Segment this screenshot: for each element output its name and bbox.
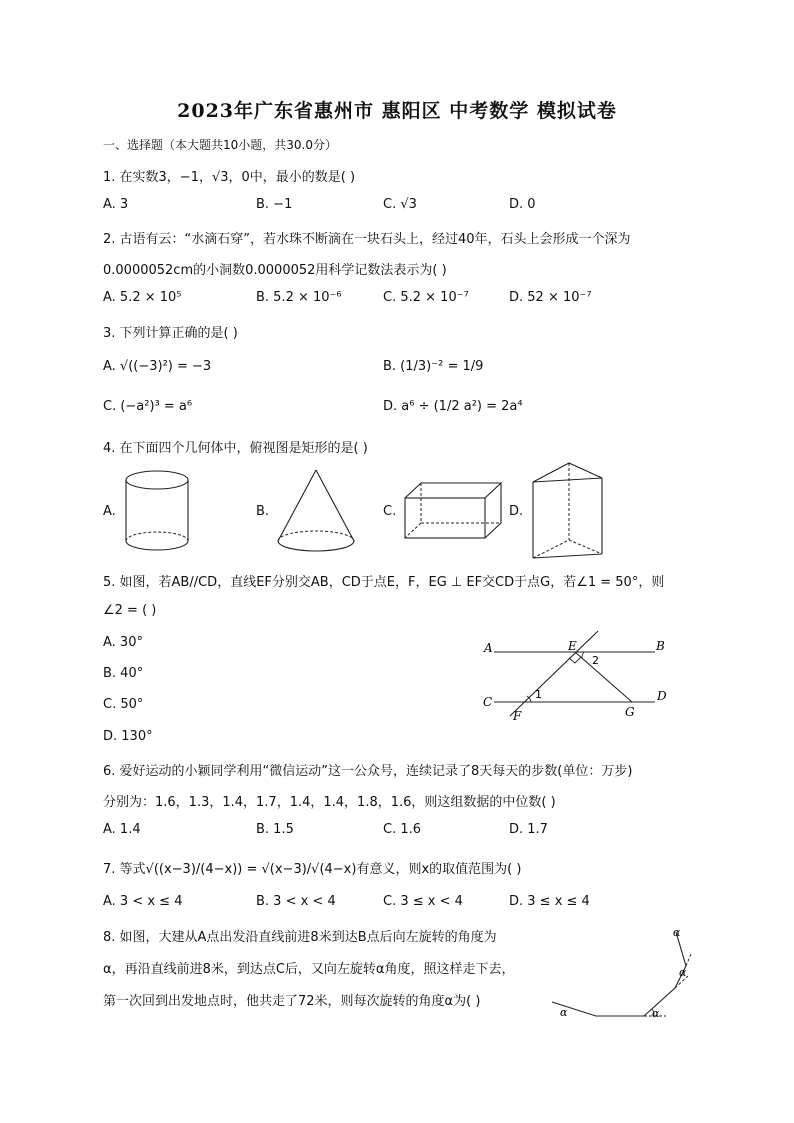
question-1-stem: 1. 在实数3，−1，√3，0中，最小的数是( ): [103, 170, 356, 185]
q5-option-d: D. 130°: [103, 729, 153, 744]
question-2-stem-line1: 2. 古语有云：“水滴石穿”，若水珠不断滴在一块石头上，经过40年，石头上会形成一个深为: [103, 232, 631, 247]
question-8-stem-line2: α，再沿直线前进8米，到达点C后，又向左旋转α角度，照这样走下去，: [103, 962, 515, 977]
question-8-stem-line1: 8. 如图，大建从A点出发沿直线前进8米到达B点后向左旋转的角度为: [103, 930, 497, 945]
q7-option-a: A. 3 < x ≤ 4: [103, 894, 183, 909]
q3-option-b: B. (1/3)⁻² = 1/9: [383, 359, 484, 374]
question-5-stem-line1: 5. 如图，若AB//CD，直线EF分别交AB，CD于点E，F，EG ⊥ EF交CD于点G，若∠1 = 50°，则: [103, 575, 665, 590]
q3-option-a: A. √((−3)²) = −3: [103, 359, 212, 374]
question-6-stem-line1: 6. 爱好运动的小颖同学利用“微信运动”这一公众号，连续记录了8天每天的步数(单位：万步): [103, 764, 633, 779]
alpha-label-3: α: [679, 966, 687, 979]
q3-option-c: C. (−a²)³ = a⁶: [103, 399, 193, 414]
question-2-stem-line2: 0.0000052cm的小洞数0.0000052用科学记数法表示为( ): [103, 263, 447, 278]
question-3-stem: 3. 下列计算正确的是( ): [103, 326, 238, 341]
q4-option-a: A.: [103, 504, 116, 519]
q6-option-c: C. 1.6: [383, 822, 422, 837]
question-6-stem-line2: 分别为：1.6，1.3，1.4，1.7，1.4，1.4，1.8，1.6，则这组数据的中位数( ): [103, 795, 556, 810]
polygon-walk-figure: [548, 924, 698, 1022]
q7-option-d: D. 3 ≤ x ≤ 4: [509, 894, 590, 909]
label-d: D: [657, 689, 667, 703]
q2-option-c: C. 5.2 × 10⁻⁷: [383, 290, 469, 305]
q2-option-b: B. 5.2 × 10⁻⁶: [256, 290, 342, 305]
q2-option-a: A. 5.2 × 10⁵: [103, 290, 182, 305]
cylinder-figure: [125, 470, 195, 555]
angle-2-label: 2: [592, 654, 599, 667]
q4-option-d: D.: [509, 504, 524, 519]
q1-option-c: C. √3: [383, 197, 417, 212]
q4-option-b: B.: [256, 504, 270, 519]
question-5-stem-line2: ∠2 = ( ): [103, 603, 157, 618]
q6-option-d: D. 1.7: [509, 822, 548, 837]
q6-option-a: A. 1.4: [103, 822, 141, 837]
question-8-stem-line3: 第一次回到出发地点时，他共走了72米，则每次旋转的角度α为( ): [103, 994, 481, 1009]
q1-option-a: A. 3: [103, 197, 129, 212]
cone-figure: [276, 468, 356, 558]
cuboid-figure: [404, 482, 504, 542]
alpha-label-2: α: [652, 1007, 660, 1020]
label-f: F: [513, 709, 522, 723]
question-7-stem: 7. 等式√((x−3)/(4−x)) = √(x−3)/√(4−x)有意义，则x的取值范围为( ): [103, 862, 522, 877]
q3-option-d: D. a⁶ ÷ (1/2 a²) = 2a⁴: [383, 399, 523, 414]
triangular-prism-figure: [532, 462, 604, 560]
q5-option-a: A. 30°: [103, 635, 143, 650]
q4-option-c: C.: [383, 504, 397, 519]
q5-option-c: C. 50°: [103, 697, 144, 712]
q1-option-b: B. −1: [256, 197, 293, 212]
angle-1-label: 1: [535, 688, 542, 701]
label-b: B: [656, 639, 665, 653]
label-e: E: [568, 639, 577, 653]
page-title: 2023年广东省惠州市 惠阳区 中考数学 模拟试卷: [177, 100, 617, 122]
label-c: C: [483, 695, 493, 709]
label-a: A: [484, 641, 493, 655]
section-heading: 一、选择题（本大题共10小题，共30.0分）: [103, 138, 337, 152]
question-4-stem: 4. 在下面四个几何体中，俯视图是矩形的是( ): [103, 441, 368, 456]
parallel-lines-figure: [480, 628, 680, 728]
q6-option-b: B. 1.5: [256, 822, 294, 837]
q1-option-d: D. 0: [509, 197, 536, 212]
q5-option-b: B. 40°: [103, 666, 144, 681]
alpha-label-4: α: [673, 926, 681, 939]
q7-option-b: B. 3 < x < 4: [256, 894, 336, 909]
label-g: G: [625, 705, 635, 719]
q2-option-d: D. 52 × 10⁻⁷: [509, 290, 592, 305]
q7-option-c: C. 3 ≤ x < 4: [383, 894, 463, 909]
alpha-label-1: α: [560, 1006, 568, 1019]
